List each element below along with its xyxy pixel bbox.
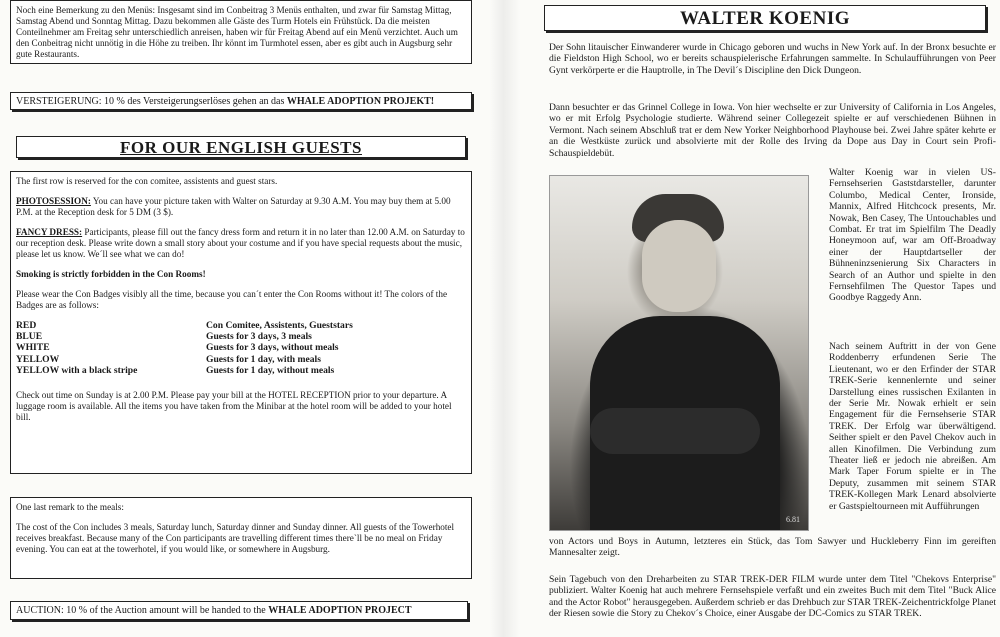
fancy-dress-label: FANCY DRESS:: [16, 227, 83, 237]
photo-caption-mark: 6.81: [786, 515, 800, 524]
smoking-notice: Smoking is strictly forbidden in the Con Rooms!: [16, 269, 206, 279]
page-gutter: [490, 0, 520, 637]
walter-koenig-title-text: WALTER KOENIG: [680, 8, 850, 29]
english-guests-title-text: FOR OUR ENGLISH GUESTS: [120, 138, 362, 157]
auction-de-project: WHALE ADOPTION PROJEKT!: [286, 96, 435, 107]
photo-face: [642, 220, 716, 312]
bio-paragraph-3: von Actors und Boys in Autumn, letzteres ein Stück, das Tom Sawyer und Huckleberry Finn im gereiften Mannesalter zeigt.: [549, 536, 996, 559]
badge-meaning: Guests for 3 days, 3 meals: [206, 331, 312, 343]
badge-meaning: Guests for 1 day, without meals: [206, 364, 335, 376]
meals-intro: One last remark to the meals:: [16, 502, 124, 512]
left-page: [0, 0, 490, 637]
badge-color: RED: [16, 320, 37, 331]
photosession-paragraph: [16, 196, 466, 218]
meals-text: The cost of the Con includes 3 meals, Saturday lunch, Saturday dinner and Sunday dinner. All guests of the Towerhotel receives breakfast. Because many of the Con participants are travelling different times there`ll be no meal on Friday evening. You can eat at the towerhotel, if you would like, or somewhere in Augsburg.: [16, 522, 455, 554]
bio-paragraph-1: Der Sohn litauischer Einwanderer wurde in Chicago geboren und wuchs in New York auf. In der Bronx besuchte er die Fieldston High School, wo er bereits schauspielerische Erfahrungen sammelte. In Schulaufführungen von Peer Gynt verkörperte er die Hauptrolle, in The Devil´s Discipline den Dick Dungeon.: [549, 42, 996, 76]
fancy-dress-paragraph: [16, 227, 466, 260]
badge-color: YELLOW: [16, 353, 60, 365]
badge-meaning: Guests for 1 day, with meals: [206, 353, 321, 365]
badge-color-list: [16, 320, 466, 376]
auction-en-text: AUCTION: 10 % of the Auction amount will be handed to the: [16, 605, 269, 616]
bio-paragraph-4: Sein Tagebuch von den Dreharbeiten zu STAR TREK-DER FILM wurde unter dem Titel "Chekovs Enterprise" publiziert. Walter Koenig hat auch mehrere Fernsehspiele verfaßt und ein zweites Buch mit dem Titel "Buck Alice and the Actor Robot" herausgegeben. Außerdem schrieb er das Drehbuch zur STAR TREK-Zeichentrickfolge Planet der Riesen sowie die Story zu Chekov´s Choice, einer Ausgabe der DC-Comics zu STAR TREK.: [549, 574, 996, 620]
fancy-dress-text: Participants, please fill out the fancy dress form and return it in no later than 12.00 A.M. on Saturday to our reception desk. Please write down a small story about your costume and if you have special requests about the music, please let us know. We´ll see what we can do!: [16, 227, 465, 259]
badge-color: WHITE: [16, 342, 50, 354]
checkout-paragraph: Check out time on Sunday is at 2.00 P.M. Please pay your bill at the HOTEL RECEPTION prior to your departure. A luggage room is available. All the items you have taken from the Minibar at the hotel room will be added to your hotel bill.: [16, 390, 452, 423]
bio-column-1: Walter Koenig war in vielen US-Fernsehserien Gaststdarsteller, darunter Columbo, Medical Center, Ironside, Mannix, Alfred Hitchcock presents, Mr. Nowak, Ben Casey, The Untouchables und Combat. Er trat im Spielfilm The Deadly Honeymoon auf, war am Off-Broadway einer der Hauptdartseller der Bühneninzsenierung Six Characters in Search of an Author und spielte in den Fernsehfilmen The Questor Tapes und Goodbye Raggedy Ann.: [829, 167, 996, 304]
first-row-note: The first row is reserved for the con comitee, assistents and guest stars.: [16, 176, 278, 186]
walter-koenig-title: [544, 5, 986, 31]
badge-meaning: Con Comitee, Assistents, Gueststars: [206, 320, 353, 331]
english-guests-title: [16, 136, 466, 158]
photo-arm: [590, 408, 760, 454]
badge-color: YELLOW with a black stripe: [16, 364, 138, 376]
meals-box: [10, 497, 472, 579]
badge-meaning: Guests for 3 days, without meals: [206, 342, 339, 354]
guests-info-box: [10, 171, 472, 474]
menu-remark-text: Noch eine Bemerkung zu den Menüs: Insgesamt sind im Conbeitrag 3 Menüs enthalten, und zwar für Samstag Mittag, Samstag Abend und Sonntag Mittag. Dazu bekommen alle Gäste des Turm Hotels ein Frühstück. Da die meisten Conteilnehmer am Freitag sehr unterschiedlich anreisen, haben wir für Freitag Abend auf ein Menü verzichtet. Auch um den Conbeitrag nicht unnötig in die Höhe zu treiben. Ihr könnt im Turmhotel essen, aber es gibt auch in Augsburg sehr gute Restaurants.: [16, 5, 458, 59]
bio-paragraph-2: Dann besuchter er das Grinnel College in Iowa. Von hier wechselte er zur University of California in Los Angeles, wo er mit Erfolg Psychologie studierte. Während seiner Collegezeit spielte er auf verschiedenen Bühnen in Vermont. Nach seinem Abschluß trat er dem New Yorker Neighborhood Playhouse bei. Zwei Jahre später kehrte er an die Westküste zurück und absolvierte mit der Rolle des Irving da Dope aus Day in Court sein Profi-Schauspieldebüt.: [549, 102, 996, 159]
auction-de-text: VERSTEIGERUNG: 10 % des Versteigerungserlöses gehen an das: [16, 96, 287, 107]
menu-remark-box: [10, 0, 472, 64]
photosession-text: You can have your picture taken with Walter on Saturday at 9.30 A.M. You may buy them at 5.00 P.M. at the Reception desk for 5 DM (3 $).: [16, 196, 451, 217]
badges-intro: Please wear the Con Badges visibly all the time, because you can´t enter the Con Rooms without it! The colors of the Badges are as follows:: [16, 289, 448, 310]
auction-en-box: [10, 601, 468, 620]
badge-color: BLUE: [16, 331, 43, 343]
bio-column-2: Nach seinem Auftritt in der von Gene Roddenberry erfundenen Serie The Lieutenant, wo er den Erfinder der STAR TREK-Serie kennenlernte und seiner Darstellung eines russischen Exilanten in der Serie Mr. Nowak erhielt er sein Engagement für die Fernsehserie STAR TREK. Der Erfolg war überwältigend. Seither spielt er den Pavel Chekov auch in allen Kinofilmen. Die Verbindung zum Theater ließ er jedoch nie abreißen. Am Mark Taper Forum spielte er in The Deputy, zusammen mit seinem STAR TREK-Kollegen Mark Lenard absolvierte er Gastspieltourneen mit Aufführungen: [829, 341, 996, 512]
walter-koenig-photo: [549, 175, 809, 531]
auction-en-project: WHALE ADOPTION PROJECT: [268, 605, 412, 616]
auction-de-box: [10, 92, 472, 110]
photosession-label: PHOTOSESSION:: [16, 196, 91, 206]
